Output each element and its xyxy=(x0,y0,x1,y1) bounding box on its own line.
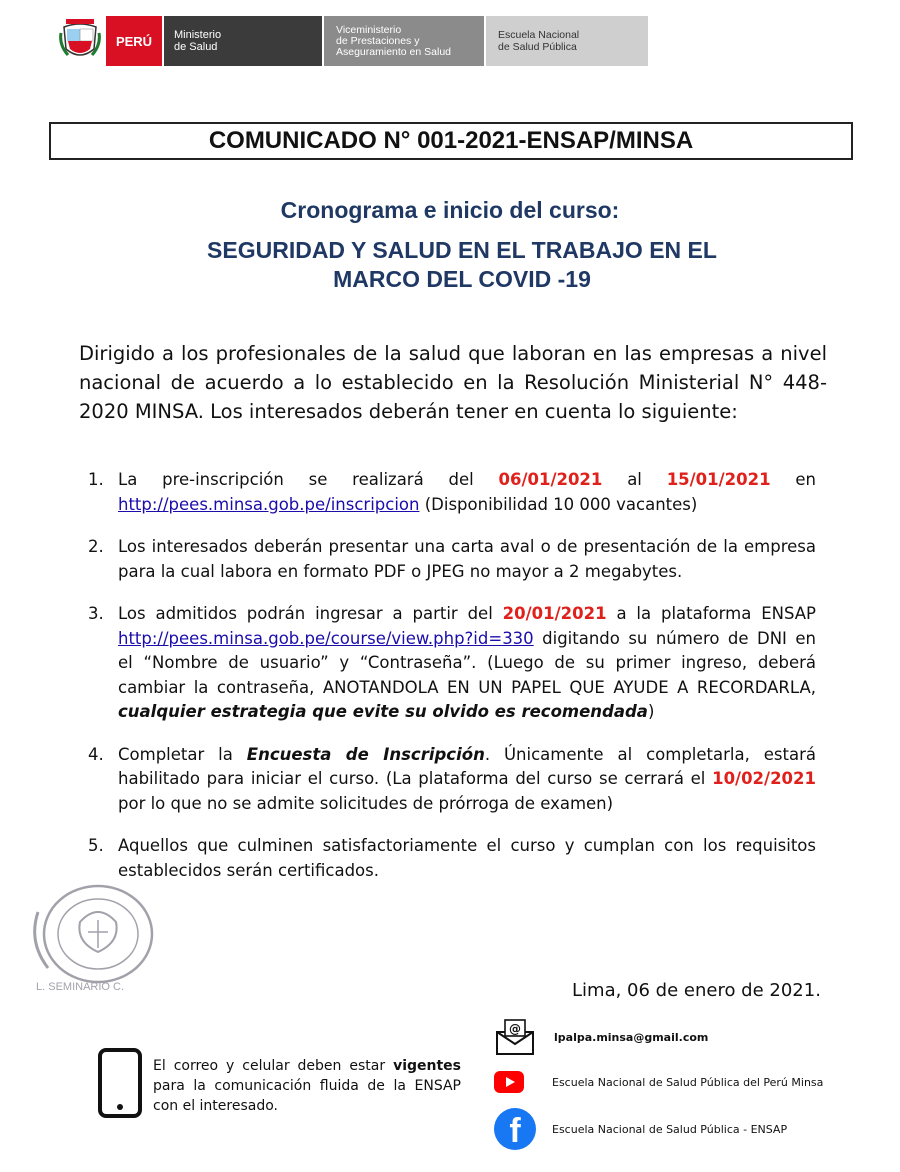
list-item xyxy=(88,535,816,584)
vice-line-1: Viceministerio xyxy=(336,23,402,36)
intro-paragraph: Dirigido a los profesionales de la salud que laboran en las empresas a nivel nacional de acuerdo a lo establecido en la Resolución Ministerial N° 448-2020 MINSA. Los interesados deberán tener en cuenta lo siguiente: xyxy=(79,342,827,423)
ensap-line-2: de Salud Pública xyxy=(498,41,577,53)
course-link[interactable]: http://pees.minsa.gob.pe/course/view.php?id=330 xyxy=(118,628,534,648)
header-logo-band xyxy=(58,16,648,66)
requirements-list xyxy=(88,468,816,901)
item-text xyxy=(118,743,816,817)
list-item xyxy=(88,834,816,883)
subtitle-schedule: Cronograma e inicio del curso: xyxy=(280,197,620,223)
item-text-part: La pre-inscripción se realizará del xyxy=(118,470,499,489)
item-text: Aquellos que culminen satisfactoriamente el curso y cumplan con los requisitos establecidos serán certificados. xyxy=(118,836,816,880)
item-text-part: (Disponibilidad 10 000 vacantes) xyxy=(419,494,698,514)
item-text-part: . Únicamente al completarla, estará habilitado para iniciar el curso. (La plataforma del curso se cerrará el xyxy=(118,744,816,788)
item-number: 5. xyxy=(88,836,104,855)
date-highlight: 20/01/2021 xyxy=(502,604,607,623)
note-text: para la comunicación fluida de la ENSAP con el interesado. xyxy=(153,1078,461,1114)
contact-youtube[interactable] xyxy=(494,1071,823,1093)
ensap-line-1: Escuela Nacional xyxy=(498,29,580,41)
contact-note xyxy=(153,1056,461,1116)
document-title: COMUNICADO N° 001-2021-ENSAP/MINSA xyxy=(208,127,694,154)
svg-text:@: @ xyxy=(509,1022,521,1036)
peru-coat-of-arms-icon xyxy=(58,19,102,63)
item-text-part: Los admitidos podrán ingresar a partir del xyxy=(118,604,503,623)
list-item xyxy=(88,468,816,517)
item-text-part: digitando su número de DNI en el “Nombre de usuario” y “Contraseña”. (Luego de su primer ingreso, deberá cambiar la contraseña, ANOTANDOLA EN UN PAPEL QUE AYUDE A RECORDARLA, xyxy=(118,628,816,697)
item-text: Los interesados deberán presentar una carta aval o de presentación de la empresa para la cual labora en formato PDF o JPEG no mayor a 2 megabytes. xyxy=(118,537,816,581)
item-text-part: ) xyxy=(647,702,655,721)
item-number: 1. xyxy=(88,470,104,489)
list-item xyxy=(88,743,816,817)
item-text xyxy=(118,602,816,725)
peru-label: PERÚ xyxy=(106,16,162,66)
facebook-page[interactable]: Escuela Nacional de Salud Pública - ENSAP xyxy=(552,1122,788,1136)
item-text xyxy=(118,468,816,517)
item-text-part: Completar la xyxy=(118,744,247,764)
contact-facebook[interactable] xyxy=(494,1108,787,1150)
mobile-phone-icon xyxy=(98,1048,142,1118)
subtitle-course xyxy=(120,236,804,294)
note-text: El correo y celular deben estar xyxy=(153,1058,394,1074)
emphasis-text: Encuesta de Inscripción xyxy=(246,744,485,764)
date-highlight: 06/01/2021 xyxy=(498,470,603,489)
item-text-part: en xyxy=(770,470,816,489)
contact-email[interactable] xyxy=(494,1018,708,1056)
youtube-channel[interactable]: Escuela Nacional de Salud Pública del Perú Minsa xyxy=(552,1075,824,1089)
date-highlight: 10/02/2021 xyxy=(712,769,816,788)
course-name-line-1: SEGURIDAD Y SALUD EN EL TRABAJO EN EL xyxy=(207,237,717,263)
item-text-part: al xyxy=(602,470,667,489)
vice-line-3: Aseguramiento en Salud xyxy=(336,45,451,58)
item-text-part: a la plataforma ENSAP xyxy=(606,604,816,623)
facebook-icon: f xyxy=(494,1108,536,1150)
date-highlight: 15/01/2021 xyxy=(666,470,771,489)
item-text-part: por lo que no se admite solicitudes de prórroga de examen) xyxy=(118,793,614,813)
ministerio-line-2: de Salud xyxy=(174,41,218,53)
item-number: 2. xyxy=(88,537,104,556)
ministerio-line-1: Ministerio xyxy=(174,29,222,41)
place-date: Lima, 06 de enero de 2021. xyxy=(572,980,821,1001)
list-item xyxy=(88,602,816,725)
document-title-box xyxy=(49,122,853,160)
item-number: 3. xyxy=(88,604,104,623)
emphasis-text: cualquier estrategia que evite su olvido es recomendada xyxy=(118,702,648,721)
vice-line-2: de Prestaciones y xyxy=(336,34,420,47)
inscripcion-link[interactable]: http://pees.minsa.gob.pe/inscripcion xyxy=(118,494,420,514)
course-name-line-2: MARCO DEL COVID -19 xyxy=(333,266,591,292)
official-seal-icon xyxy=(28,882,158,994)
seal-name: L. SEMINARIO C. xyxy=(36,981,125,993)
ministerio-label xyxy=(162,16,322,66)
viceministerio-label xyxy=(322,16,484,66)
item-number: 4. xyxy=(88,744,104,764)
email-address[interactable]: lpalpa.minsa@gmail.com xyxy=(554,1030,709,1044)
note-bold: vigentes xyxy=(393,1058,461,1074)
ensap-label xyxy=(484,16,648,66)
youtube-icon xyxy=(494,1071,524,1093)
email-envelope-icon xyxy=(494,1018,536,1056)
